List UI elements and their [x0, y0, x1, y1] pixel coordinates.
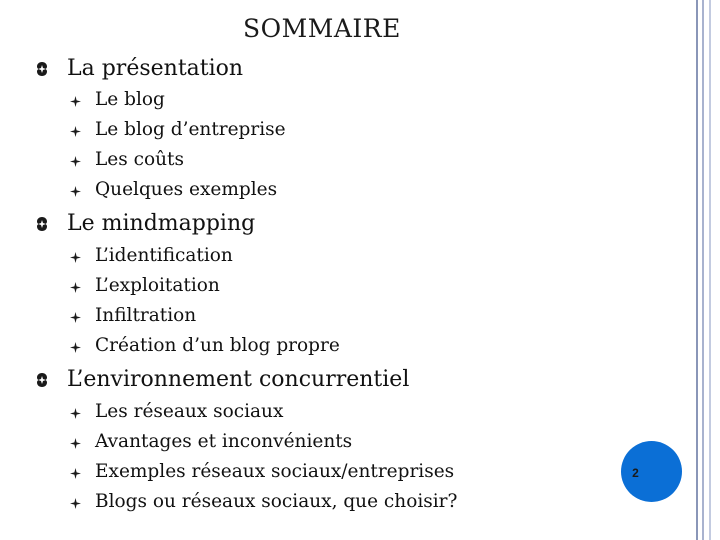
fleuron-icon	[34, 372, 50, 388]
page-number-badge	[621, 441, 682, 502]
star-bullet-icon	[70, 282, 81, 293]
star-bullet-icon	[70, 408, 81, 419]
star-bullet-icon	[70, 156, 81, 167]
decorative-border-line	[696, 0, 698, 540]
page-number: 2	[632, 465, 639, 480]
star-bullet-icon	[70, 438, 81, 449]
section-label: Le mindmapping	[67, 211, 256, 236]
star-bullet-icon	[70, 312, 81, 323]
star-bullet-icon	[70, 468, 81, 479]
star-bullet-icon	[70, 126, 81, 137]
star-bullet-icon	[70, 186, 81, 197]
decorative-border-line	[702, 0, 704, 540]
list-item-label: Exemples réseaux sociaux/entreprises	[95, 461, 455, 482]
list-item-label: Avantages et inconvénients	[95, 431, 353, 452]
decorative-border-line	[709, 0, 711, 540]
list-item-label: Quelques exemples	[95, 179, 278, 200]
list-item-label: Le blog	[95, 89, 165, 110]
list-item-label: Les réseaux sociaux	[95, 401, 284, 422]
list-item-label: L’identification	[95, 245, 233, 266]
fleuron-icon	[34, 61, 50, 77]
fleuron-icon	[34, 216, 50, 232]
star-bullet-icon	[70, 498, 81, 509]
star-bullet-icon	[70, 342, 81, 353]
list-item-label: Infiltration	[95, 305, 197, 326]
star-bullet-icon	[70, 252, 81, 263]
list-item-label: Blogs ou réseaux sociaux, que choisir?	[95, 491, 458, 512]
list-item-label: Création d’un blog propre	[95, 335, 340, 356]
list-item-label: Les coûts	[95, 149, 184, 170]
section-label: La présentation	[67, 56, 244, 81]
section-label: L’environnement concurrentiel	[67, 367, 410, 392]
list-item-label: Le blog d’entreprise	[95, 119, 286, 140]
slide-title: SOMMAIRE	[243, 14, 401, 43]
star-bullet-icon	[70, 96, 81, 107]
list-item-label: L’exploitation	[95, 275, 220, 296]
